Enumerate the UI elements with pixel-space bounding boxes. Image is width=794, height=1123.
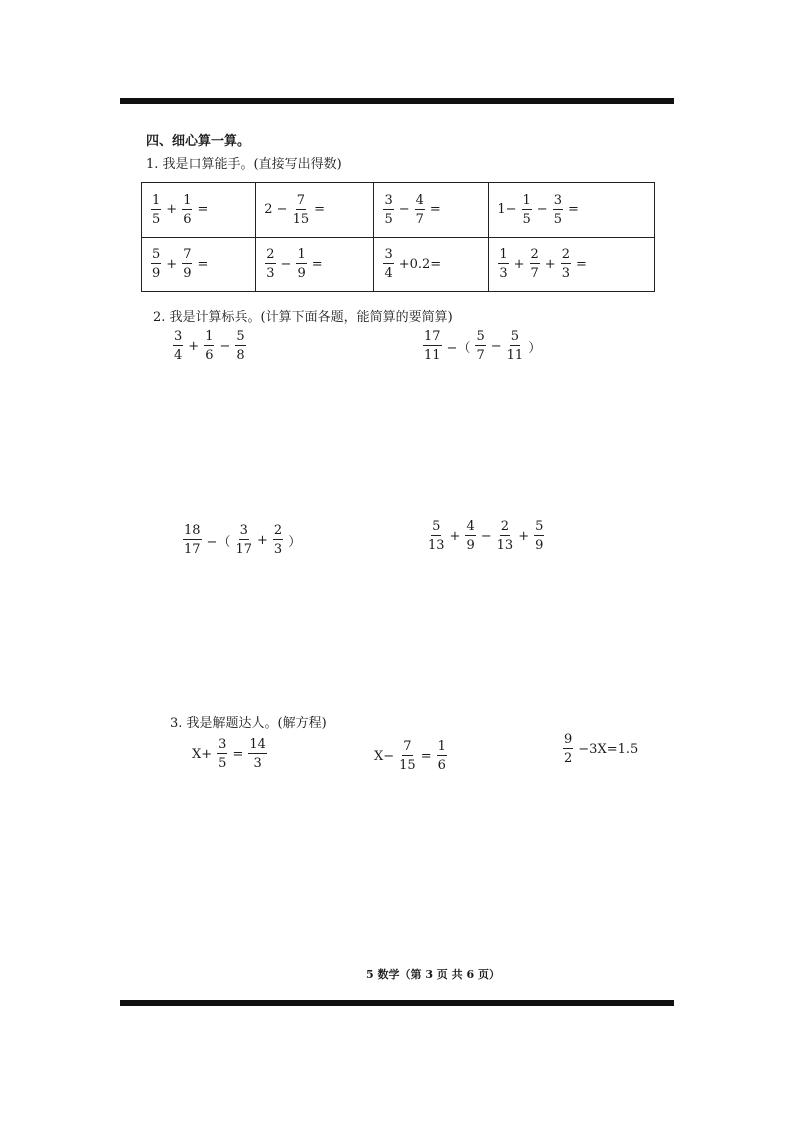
numerator: 7 [183,247,192,263]
operator: = [232,746,244,762]
fraction [498,248,508,280]
numerator: 4 [415,192,424,208]
expr-g [380,248,488,280]
fraction [563,733,573,765]
table-cell [256,237,374,292]
fraction [423,330,442,362]
denominator: 5 [553,211,562,227]
expr-h [495,248,654,280]
fraction [173,330,183,362]
fraction [522,194,532,226]
operator: + [257,532,268,548]
table-cell [256,183,374,238]
denominator: 11 [424,348,441,363]
fraction [183,524,202,556]
denominator: 9 [297,266,306,282]
fraction [497,520,514,552]
expr-e [148,248,255,280]
denominator: 5 [522,211,531,227]
operator: = [311,256,323,272]
denominator: 3 [266,266,275,282]
problem-p4 [425,520,547,552]
fraction [265,248,275,280]
denominator: 3 [561,266,570,282]
top-rule [120,98,674,104]
fraction [182,194,192,226]
denominator: 4 [384,266,393,282]
expr-c [380,194,488,226]
numerator: 5 [510,329,520,344]
fraction [437,740,447,772]
numerator: 2 [273,523,283,538]
table-row [142,183,655,238]
page-footer: 5 数学（第 3 页 共 6 页） [366,968,500,981]
operator: + [449,528,461,544]
operator: 2 − [264,202,288,218]
q2-title: 2. 我是计算标兵。(计算下面各题，能简算的要简算) [153,310,453,325]
denominator: 15 [399,758,416,773]
operator: − [536,202,548,218]
denominator: 9 [535,538,544,553]
oral-calc-table [141,182,655,292]
operator: + [166,202,178,218]
numerator: 2 [530,247,539,263]
table-cell [489,183,655,238]
operator: = [197,256,209,272]
numerator: 1 [152,192,161,208]
fraction [296,248,306,280]
operator: −（ [206,534,231,550]
denominator: 11 [506,348,524,363]
fraction [273,524,283,556]
operator: 1− [497,202,517,218]
q3-title: 3. 我是解题达人。(解方程) [170,716,327,731]
operator: + [518,528,530,544]
operator: − [398,202,410,218]
numerator: 5 [432,519,441,534]
denominator: 7 [530,266,539,282]
section-title: 四、细心算一算。 [146,134,251,149]
table-cell [489,237,655,292]
table-cell [374,183,489,238]
operator: + [166,256,178,272]
numerator: 1 [499,247,508,263]
fraction [530,248,540,280]
denominator: 9 [152,266,161,282]
denominator: 3 [253,756,262,771]
denominator: 6 [205,348,214,363]
denominator: 3 [273,542,283,557]
operator: = [197,202,209,218]
equation-e3 [560,733,640,765]
numerator: 4 [466,519,475,534]
fraction [235,524,252,556]
problem-p2 [420,330,543,362]
operator: + [188,338,200,354]
expr-f [262,248,373,280]
fraction [507,330,524,362]
fraction [553,194,563,226]
operator: + [513,256,525,272]
table-cell [142,237,256,292]
operator: = [314,202,326,218]
denominator: 9 [466,538,475,553]
operator: + [544,256,556,272]
operator: − [490,338,502,354]
numerator: 17 [424,329,441,344]
denominator: 5 [152,211,161,227]
expr-b [262,194,373,226]
denominator: 15 [292,211,310,227]
equation-e1 [190,738,270,770]
numerator: 3 [384,247,393,263]
numerator: 18 [184,523,201,538]
q1-title: 1. 我是口算能手。(直接写出得数) [146,157,342,172]
numerator: 3 [218,737,227,752]
denominator: 17 [184,542,201,557]
operator: X+ [192,746,213,762]
fraction [248,738,267,770]
table-cell [374,237,489,292]
numerator: 5 [535,519,544,534]
operator: ） [288,534,302,550]
fraction [293,194,310,226]
numerator: 3 [553,192,562,208]
problem-p3 [180,524,303,556]
numerator: 3 [174,329,183,344]
fraction [428,520,445,552]
operator: ） [528,340,542,356]
denominator: 17 [235,542,252,557]
denominator: 5 [384,211,393,227]
bottom-rule [120,1000,674,1006]
fraction [415,194,425,226]
fraction [383,248,393,280]
numerator: 3 [239,523,248,538]
denominator: 13 [428,538,445,553]
numerator: 2 [561,247,570,263]
denominator: 2 [564,751,573,766]
fraction [204,330,214,362]
fraction [534,520,544,552]
expr-d [495,194,654,226]
numerator: 2 [266,247,275,263]
fraction [475,330,485,362]
operator: −（ [446,340,471,356]
operator: = [420,748,432,764]
denominator: 4 [174,348,183,363]
numerator: 2 [500,519,510,534]
numerator: 5 [476,329,485,344]
denominator: 7 [415,211,424,227]
numerator: 5 [236,329,245,344]
fraction [383,194,393,226]
equation-e2 [372,740,450,772]
fraction [217,738,227,770]
problem-p1 [170,330,249,362]
denominator: 6 [183,211,192,227]
denominator: 6 [437,758,446,773]
table-cell [142,183,256,238]
fraction [235,330,245,362]
operator: − [280,256,292,272]
fraction [399,740,416,772]
numerator: 1 [205,329,214,344]
operator: = [567,202,579,218]
denominator: 3 [499,266,508,282]
fraction [561,248,571,280]
denominator: 13 [496,538,514,553]
numerator: 3 [384,192,393,208]
denominator: 8 [236,348,245,363]
denominator: 9 [183,266,192,282]
operator: − [480,528,492,544]
numerator: 5 [152,247,161,263]
numerator: 7 [403,739,412,754]
numerator: 9 [564,732,573,747]
numerator: 7 [296,192,305,208]
operator: = [429,202,441,218]
fraction [151,248,161,280]
operator: +0.2= [398,256,442,272]
fraction [465,520,475,552]
operator: − [219,338,231,354]
table-row [142,237,655,292]
expr-a [148,194,255,226]
operator: = [575,256,587,272]
operator: −3X=1.5 [578,741,639,757]
operator: X− [374,748,395,764]
numerator: 1 [297,247,306,263]
numerator: 1 [437,739,446,754]
numerator: 1 [183,192,192,208]
numerator: 14 [249,737,266,752]
fraction [182,248,192,280]
denominator: 5 [218,756,227,771]
denominator: 7 [476,348,485,363]
numerator: 1 [522,192,531,208]
fraction [151,194,161,226]
